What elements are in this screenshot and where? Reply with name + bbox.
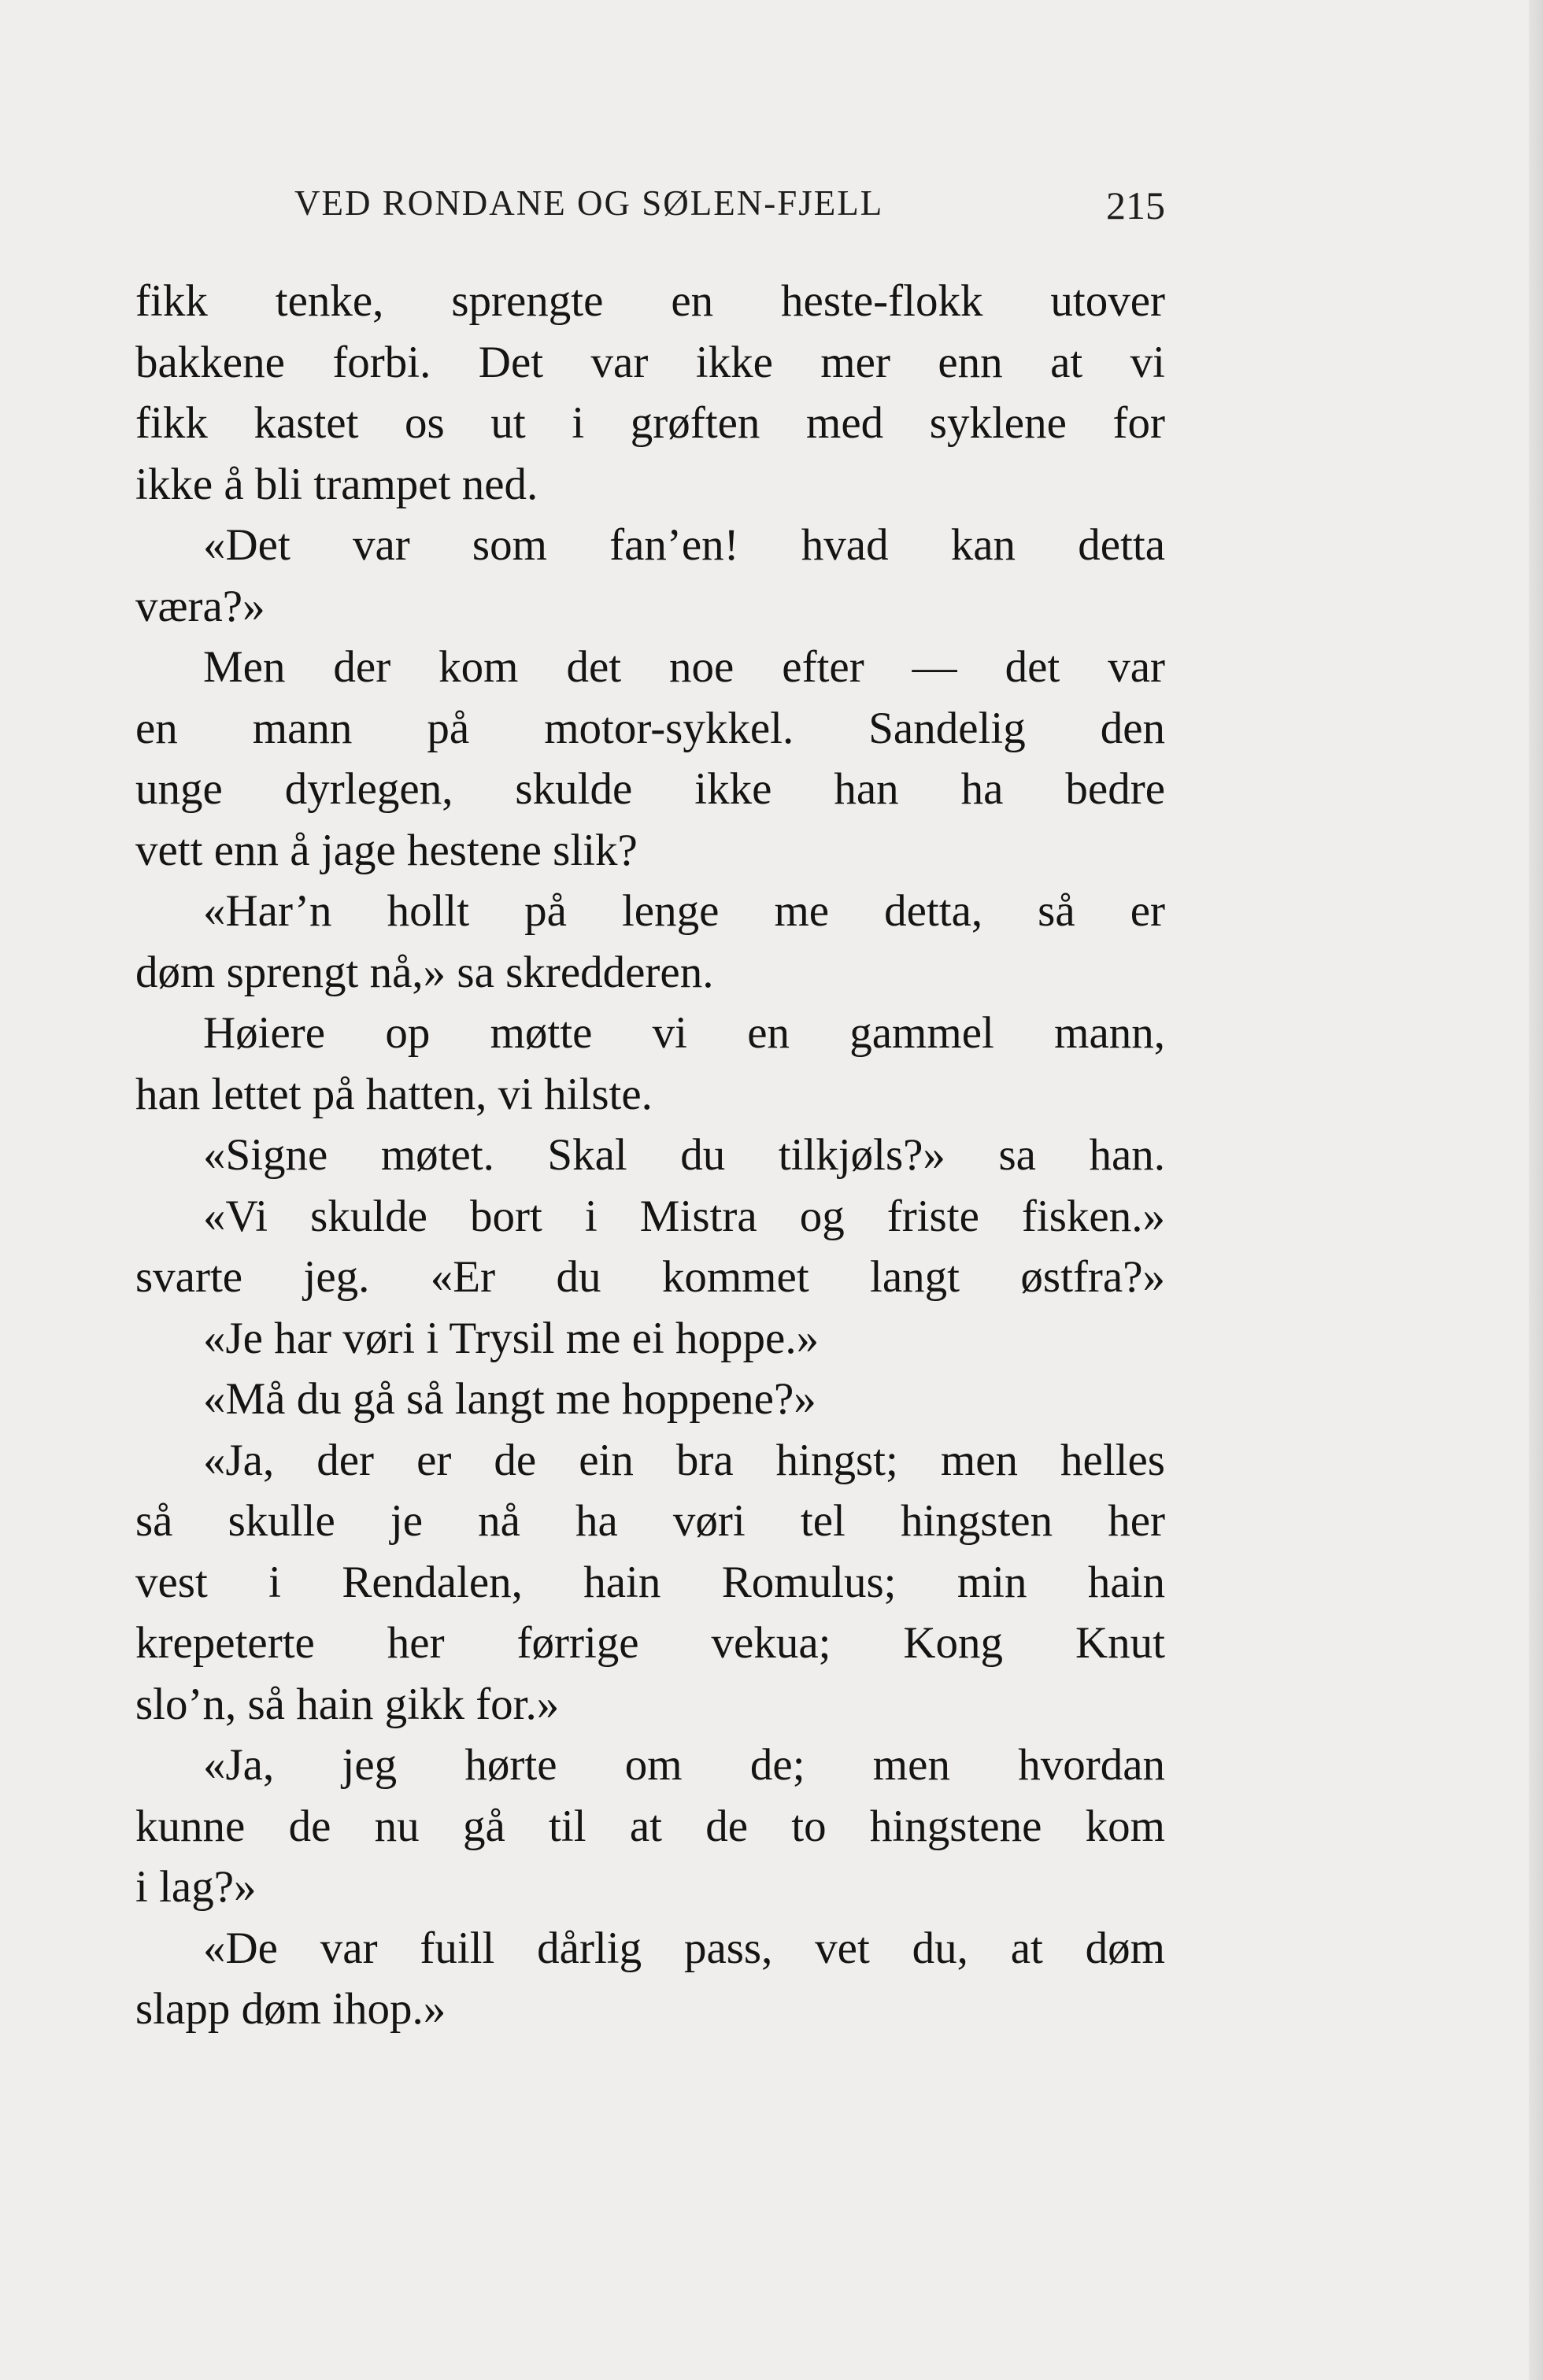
text-line-18: «Je har vøri i Trysil me ei hoppe.»	[203, 1313, 820, 1363]
running-title: VED RONDANE OG SØLEN-FJELL	[294, 183, 884, 223]
text-line-12: døm sprengt nå,» sa skredderen.	[135, 947, 714, 997]
text-line-1: fikk tenke, sprengte en heste-flokk utover	[135, 276, 1165, 326]
text-line-3: fikk kastet os ut i grøften med syklene for	[135, 398, 1165, 448]
text-line-13: Høiere op møtte vi en gammel mann,	[203, 1008, 1165, 1058]
text-line-24: slo’n, så hain gikk for.»	[135, 1679, 560, 1729]
page-number: 215	[1106, 183, 1165, 227]
body-text	[135, 271, 1165, 2040]
text-line-21: så skulle je nå ha vøri tel hingsten her	[135, 1496, 1165, 1546]
text-line-22: vest i Rendalen, hain Romulus; min hain	[135, 1557, 1165, 1607]
text-line-26: kunne de nu gå til at de to hingstene kom	[135, 1801, 1165, 1851]
text-line-6: væra?»	[135, 581, 265, 631]
text-line-28: «De var fuill dårlig pass, vet du, at døm	[203, 1923, 1165, 1973]
text-line-14: han lettet på hatten, vi hilste.	[135, 1069, 653, 1119]
text-line-29: slapp døm ihop.»	[135, 1984, 446, 2034]
text-line-8: en mann på motor-sykkel. Sandelig den	[135, 703, 1165, 753]
text-line-11: «Har’n hollt på lenge me detta, så er	[203, 886, 1165, 936]
text-line-17: svarte jeg. «Er du kommet langt østfra?»	[135, 1252, 1165, 1302]
text-line-27: i lag?»	[135, 1862, 257, 1912]
text-line-5: «Det var som fan’en! hvad kan detta	[203, 520, 1165, 570]
text-line-16: «Vi skulde bort i Mistra og friste fisken.»	[203, 1191, 1165, 1241]
text-line-19: «Må du gå så langt me hoppene?»	[203, 1374, 816, 1424]
page-edge-shadow	[1529, 0, 1543, 2380]
running-head	[294, 183, 1165, 238]
text-line-10: vett enn å jage hestene slik?	[135, 825, 638, 875]
text-line-9: unge dyrlegen, skulde ikke han ha bedre	[135, 764, 1165, 814]
text-line-7: Men der kom det noe efter — det var	[203, 642, 1165, 692]
text-line-23: krepeterte her førrige vekua; Kong Knut	[135, 1618, 1165, 1668]
text-line-15: «Signe møtet. Skal du tilkjøls?» sa han.	[203, 1130, 1165, 1180]
text-line-20: «Ja, der er de ein bra hingst; men helles	[203, 1435, 1165, 1485]
text-line-4: ikke å bli trampet ned.	[135, 459, 538, 509]
text-line-2: bakkene forbi. Det var ikke mer enn at vi	[135, 337, 1165, 387]
text-line-25: «Ja, jeg hørte om de; men hvordan	[203, 1740, 1165, 1790]
